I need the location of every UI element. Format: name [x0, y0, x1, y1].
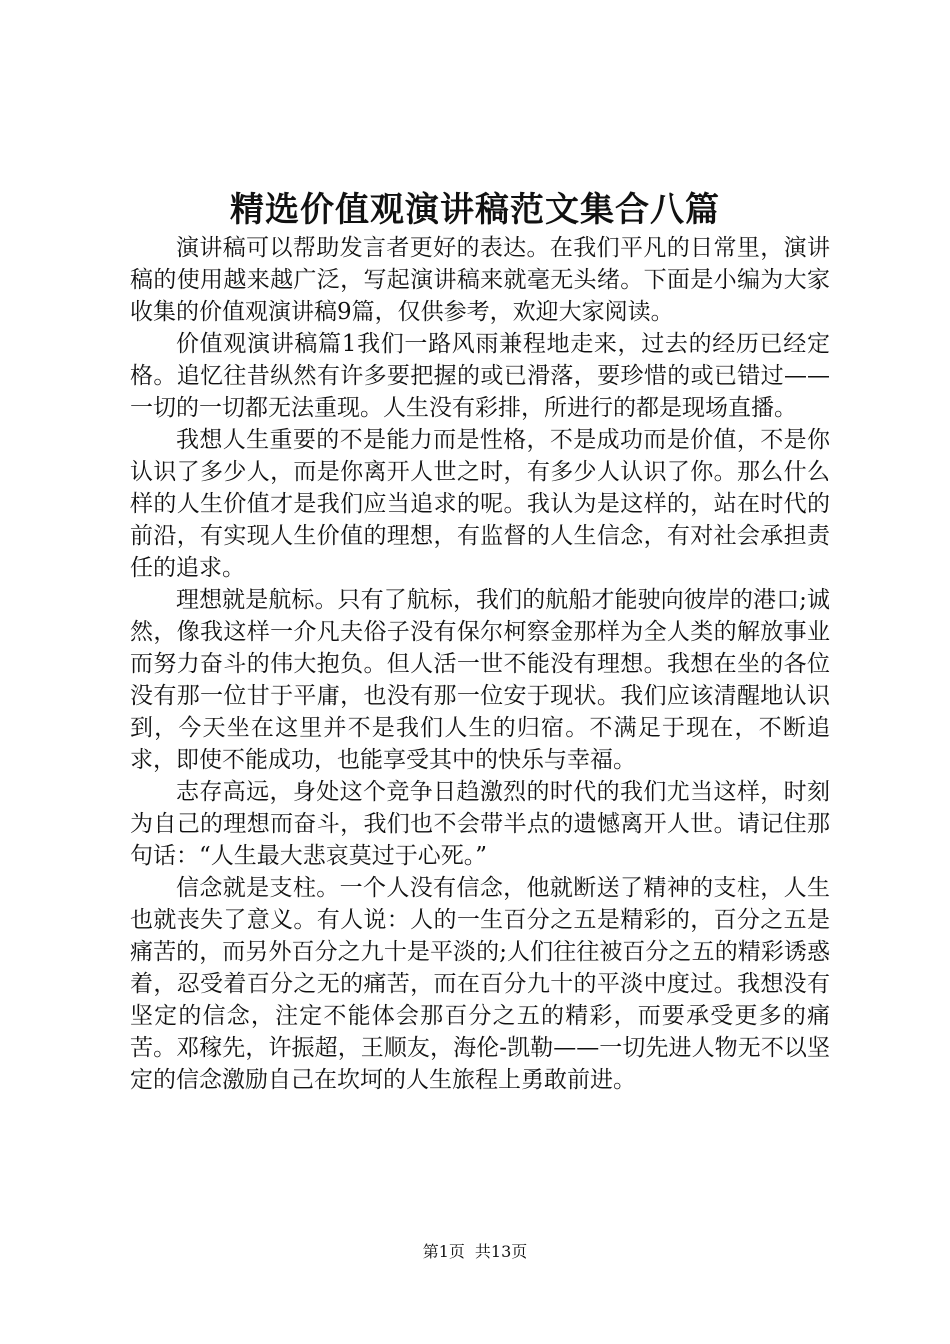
paragraph: 信念就是支柱。一个人没有信念，他就断送了精神的支柱，人生也就丧失了意义。有人说：人的一生百分之五是精彩的，百分之五是痛苦的，而另外百分之九十是平淡的;人们往往被百分之五的精彩诱惑着，忍受着百分之无的痛苦，而在百分九十的平淡中度过。我想没有坚定的信念，注定不能体会那百分之五的精彩，而要承受更多的痛苦。邓稼先，许振超，王顺友，海伦-凯勒——一切先进人物无不以坚定的信念激励自己在坎坷的人生旅程上勇敢前进。: [130, 875, 830, 1093]
paragraph: 理想就是航标。只有了航标，我们的航船才能驶向彼岸的港口;诚然，像我这样一介凡夫俗子没有保尔柯察金那样为全人类的解放事业而努力奋斗的伟大抱负。但人活一世不能没有理想。我想在坐的各位没有那一位甘于平庸，也没有那一位安于现状。我们应该清醒地认识到，今天坐在这里并不是我们人生的归宿。不满足于现在，不断追求，即使不能成功，也能享受其中的快乐与幸福。: [130, 587, 830, 773]
document-title: 精选价值观演讲稿范文集合八篇: [230, 190, 720, 230]
paragraph: 我想人生重要的不是能力而是性格，不是成功而是价值，不是你认识了多少人，而是你离开人世之时，有多少人认识了你。那么什么样的人生价值才是我们应当追求的呢。我认为是这样的，站在时代的前沿，有实现人生价值的理想，有监督的人生信念，有对社会承担责任的追求。: [130, 427, 830, 581]
paragraph: 志存高远，身处这个竞争日趋激烈的时代的我们尤当这样，时刻为自己的理想而奋斗，我们也不会带半点的遗憾离开人世。请记住那句话：“人生最大悲哀莫过于心死。”: [130, 779, 830, 869]
paragraph: 演讲稿可以帮助发言者更好的表达。在我们平凡的日常里，演讲稿的使用越来越广泛，写起演讲稿来就毫无头绪。下面是小编为大家收集的价值观演讲稿9篇，仅供参考，欢迎大家阅读。: [130, 235, 830, 325]
page-footer: [0, 1240, 950, 1264]
document-body: [130, 232, 830, 1096]
page-total: 共13页: [474, 1242, 528, 1261]
paragraph: 价值观演讲稿篇1我们一路风雨兼程地走来，过去的经历已经定格。追忆往昔纵然有许多要把握的或已滑落，要珍惜的或已错过——一切的一切都无法重现。人生没有彩排，所进行的都是现场直播。: [130, 331, 830, 421]
page-number: 第1页: [422, 1242, 465, 1261]
